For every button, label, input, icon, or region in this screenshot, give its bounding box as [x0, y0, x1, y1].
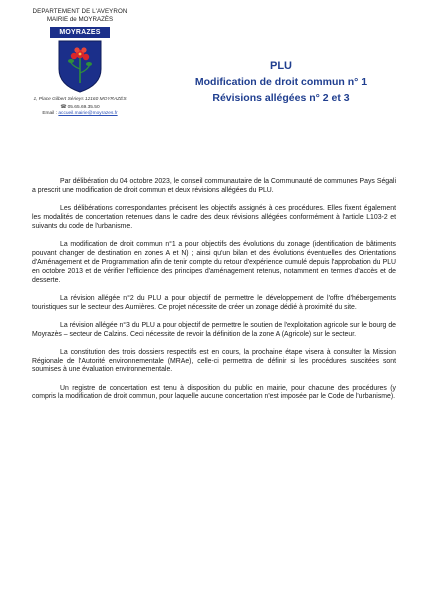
logo-banner: MOYRAZES — [50, 27, 110, 38]
document-body — [32, 178, 396, 412]
paragraph: Un registre de concertation est tenu à disposition du public en mairie, pour chacune des procédures (y compris la modification de droit commun, pour laquelle aucune concertation n'est imposée par le Code de l'urbanisme). — [32, 384, 396, 401]
coat-of-arms-icon — [57, 39, 103, 93]
letterhead — [18, 8, 142, 118]
paragraph: La révision allégée n°3 du PLU a pour objectif de permettre le soutien de l'exploitation agricole sur le bourg de Moyrazès – secteur de Calzins. Ceci nécessite de revoir la définition de la zone A (Agricole) sur le secteur. — [32, 321, 396, 338]
email-label: Email : — [42, 111, 58, 116]
email-line — [18, 111, 142, 118]
paragraph: La constitution des trois dossiers respectifs est en cours, la prochaine étape visera à consulter la Mission Régionale de l'Autorité environnementale (MRAe), celle-ci permettra de définir si les procédures suscitées sont soumises à une évaluation environnementale. — [32, 348, 396, 374]
title-line-2: Modification de droit commun n° 1 — [194, 76, 368, 88]
document-title — [150, 58, 412, 106]
title-line-3: Révisions allégées n° 2 et 3 — [212, 92, 350, 104]
department-name: DEPARTEMENT DE L'AVEYRON — [32, 8, 128, 15]
phone-number: 05.65.69.35.50 — [67, 104, 100, 110]
title-line-1: PLU — [270, 60, 292, 72]
email-link[interactable]: accueil.mairie@moyrazes.fr — [58, 111, 118, 116]
paragraph: Par délibération du 04 octobre 2023, le conseil communautaire de la Communauté de communes Pays Ségali a prescrit une modification de droit commun et deux révisions allégées du PLU. — [32, 178, 396, 194]
phone-line — [18, 104, 142, 112]
paragraph: Les délibérations correspondantes précisent les objectifs assignés à ces procédures. Elles fixent également les modalités de concertation retenues dans le cadre des deux révisions allégées conformément à l'article L103-2 et suivants du code de l'urbanisme. — [32, 205, 396, 230]
town-logo — [50, 27, 110, 93]
paragraph: La modification de droit commun n°1 a pour objectifs des évolutions du zonage (identification de bâtiments pouvant changer de destination en zones A et N) ; ainsi qu'un bilan et des évolutions éventuelles des Orientations d'Aménagement et de Programmation afin de tenir compte du retour d'expérience cumulé depuis l'approbation du PLU en octobre 2013 et de vérifier l'efficience des principes d'aménagement retenus, notamment en termes d'accès et de desserte. — [32, 240, 396, 284]
paragraph: La révision allégée n°2 du PLU a pour objectif de permettre le développement de l'offre d'hébergements touristiques sur le secteur des Aumières. Ce projet nécessite de créer un zonage dédié à proximité du site. — [32, 294, 396, 311]
phone-icon: ☎ — [60, 103, 67, 110]
town-address: 1, Place Gilbert Sérieys 12160 MOYRAZÈS — [33, 97, 127, 102]
mairie-name: MAIRIE de MOYRAZÈS — [46, 16, 114, 23]
